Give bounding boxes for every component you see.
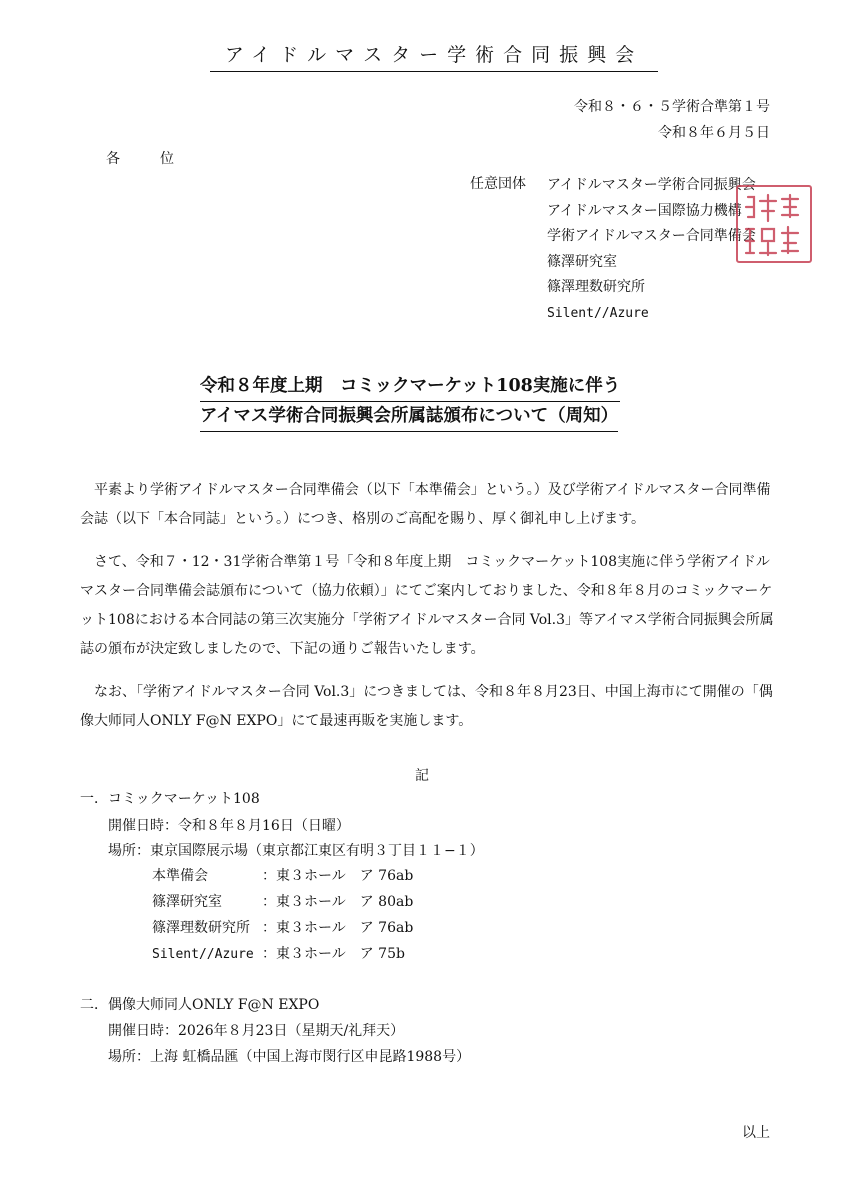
- sender-org: 学術アイドルマスター合同準備会: [547, 228, 756, 244]
- reference-number: 令和８・６・５学術合準第１号: [574, 99, 770, 115]
- sender-org: 篠澤理数研究所: [547, 279, 645, 295]
- body-paragraph-1: [80, 476, 780, 534]
- booth-row: [152, 917, 413, 937]
- sender-label: 任意団体: [470, 176, 526, 192]
- paragraph-text: さて、令和７・12・31学術合準第１号「令和８年度上期 コミックマーケット108実施に伴う学術アイドルマスター合同準備会誌頒布について（協力依頼）」にてご案内しておりました、令和８年８月のコミックマーケット108における本合同誌の第三次実施分「学術アイドルマスター合同 Vol.3」等アイマス学術合同振興会所属誌の頒布が決定致しましたので、下記の通りご報告いたします。: [80, 554, 774, 657]
- issue-date: 令和８年６月５日: [658, 125, 770, 141]
- event-2-date: 開催日時：2026年８月23日（星期天/礼拜天）: [108, 1023, 405, 1039]
- body-paragraph-2: [80, 548, 780, 664]
- title-line-2: アイマス学術合同振興会所属誌頒布について（周知）: [200, 402, 618, 432]
- event-2-place: 場所：上海 虹橋品匯（中国上海市閔行区申昆路1988号）: [108, 1049, 471, 1065]
- title-line-1: 令和８年度上期 コミックマーケット108実施に伴う: [200, 372, 620, 402]
- booth-location: ：東３ホール ア 76ab: [262, 868, 414, 884]
- closing-mark: 以上: [742, 1125, 770, 1141]
- booth-name: Silent//Azure: [152, 947, 254, 962]
- booth-location: ：東３ホール ア 80ab: [262, 894, 414, 910]
- event-2-heading: 二．偶像大师同人ONLY F@N EXPO: [80, 997, 320, 1013]
- event-1-heading: 一．コミックマーケット108: [80, 791, 260, 807]
- note-heading: 記: [415, 768, 429, 784]
- booth-name: 篠澤研究室: [152, 894, 222, 910]
- paragraph-text: なお、「学術アイドルマスター合同 Vol.3」につきましては、令和８年８月23日、中国上海市にて開催の「偶像大师同人ONLY F@N EXPO」にて最速再販を実施します。: [80, 684, 773, 729]
- booth-row: [152, 891, 413, 911]
- sender-org: Silent//Azure: [547, 305, 649, 321]
- booth-row: [152, 943, 405, 963]
- booth-location: ：東３ホール ア 76ab: [262, 920, 414, 936]
- document-title: [200, 372, 650, 432]
- booth-row: [152, 865, 413, 885]
- seal-icon: [738, 187, 810, 261]
- official-seal-stamp: [736, 185, 812, 263]
- body-paragraph-3: [80, 678, 780, 736]
- addressee: 各位: [106, 151, 214, 167]
- letterhead-title: アイドルマスター学術合同振興会: [210, 40, 658, 72]
- event-1-date: 開催日時：令和８年８月16日（日曜）: [108, 818, 350, 834]
- booth-name: 本準備会: [152, 868, 208, 884]
- sender-org: 篠澤研究室: [547, 253, 617, 270]
- paragraph-text: 平素より学術アイドルマスター合同準備会（以下「本準備会」という。）及び学術アイドルマスター合同準備会誌（以下「本合同誌」という。）につき、格別のご高配を賜り、厚く御礼申し上げます。: [80, 482, 771, 527]
- sender-org: アイドルマスター国際協力機構: [547, 202, 742, 219]
- sender-org: アイドルマスター学術合同振興会: [547, 177, 756, 193]
- booth-location: ：東３ホール ア 75b: [262, 946, 405, 962]
- sender-list: [547, 173, 756, 326]
- event-1-place: 場所：東京国際展示場（東京都江東区有明３丁目１１−１）: [108, 843, 484, 859]
- booth-name: 篠澤理数研究所: [152, 920, 250, 936]
